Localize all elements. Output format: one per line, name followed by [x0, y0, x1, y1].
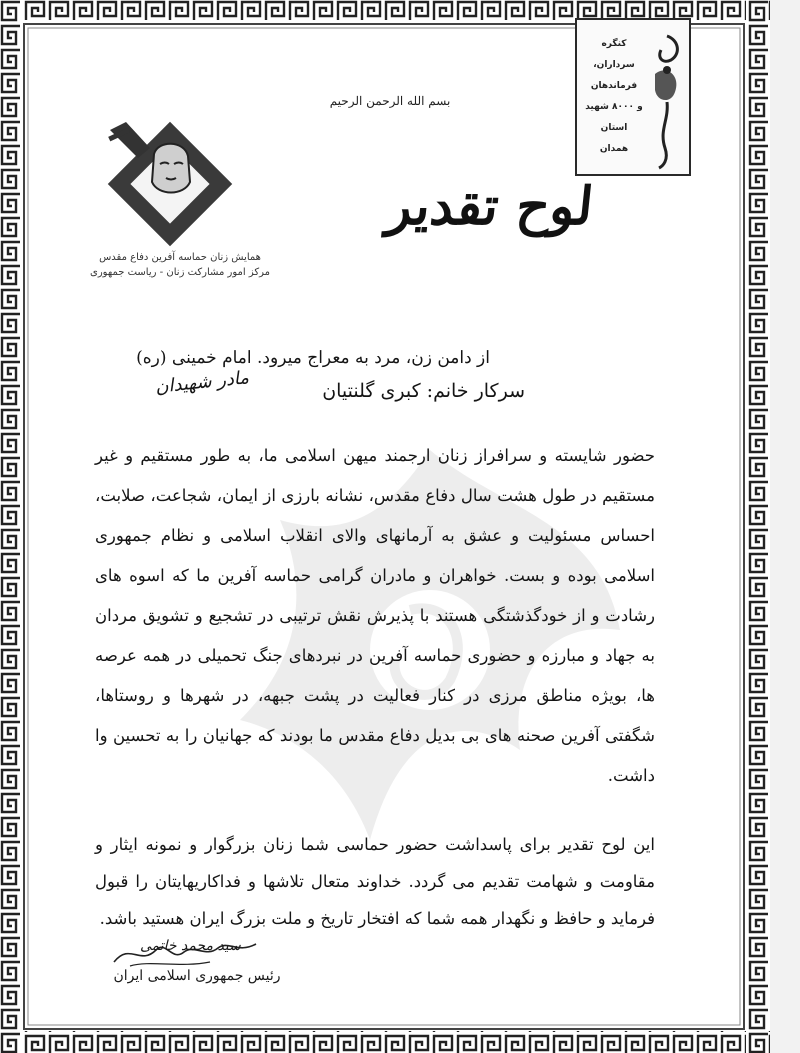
signatory-title: رئیس جمهوری اسلامی ایران — [113, 968, 281, 984]
stamp-line1: کنگره سرداران، — [593, 39, 635, 70]
certificate-title: لوح تقدیر — [383, 176, 597, 237]
khomeini-quote: از دامن زن، مرد به معراج میرود. امام خمینی (ره) — [136, 348, 490, 368]
bismillah: بسم الله الرحمن الرحیم — [329, 94, 451, 108]
conference-logo — [104, 118, 236, 250]
closing-paragraph: این لوح تقدیر برای پاسداشت حضور حماسی شما زنان بزرگوار و نمونه ایثار و مقاومت و شهامت تقدیم می گردد. خداوند متعال تلاشها و فداکاریهایتان را قبول فرماید و حافظ و نگهدار همه شما که افتخار تاریخ و ملت بزرگ ایران هستید باشد. — [95, 835, 655, 928]
stamp-line2: فرماندهان — [590, 81, 638, 91]
addressee: سرکار خانم: کبری گلنتیان — [322, 380, 525, 402]
tulip-emblem-icon — [645, 30, 687, 170]
body-paragraph: حضور شایسته و سرافراز زنان ارجمند میهن اسلامی ما، به طور مستقیم و غیر مستقیم در طول هشت سال دفاع مقدس، نشانه بارزی از ایمان، شجاعت، صلابت، احساس مسئولیت و عشق به آرمانهای والای انقلاب اسلامی و نظام جمهوری اسلامی بوده و بست. خواهران و مادران گرامی حماسه آفرین ما که اسوه های رشادت و از خودگذشتگی هستند با پذیرش نقش ترتیبی در تشجیع و تشویق مردان به جهاد و مبارزه و حضوری حماسه آفرین در نبردهای جنگ تحمیلی در همه عرصه ها، بویژه مناطق مرزی در کنار فعالیت در پشت جبهه، در شهرها و روستاها، شگفتی آفرین صحنه های بی بدیل دفاع مقدس ما بودند که جهانیان را به تحسین وا داشت. — [95, 446, 655, 785]
stamp-line5: همدان — [599, 144, 629, 154]
organization-caption — [70, 250, 290, 280]
stamp-line3: و ۸۰۰۰ شهید — [585, 102, 643, 112]
signatory-name: سید محمد خاتمی — [140, 938, 241, 954]
organization-line1: همایش زنان حماسه آفرین دفاع مقدس — [99, 252, 261, 263]
organization-line2: مرکز امور مشارکت زنان - ریاست جمهوری — [90, 267, 270, 278]
stamp-line4: استان — [600, 123, 628, 133]
congress-stamp — [575, 18, 691, 176]
stamp-text — [581, 34, 647, 160]
handwritten-note: مادر شهیدان — [154, 367, 250, 398]
